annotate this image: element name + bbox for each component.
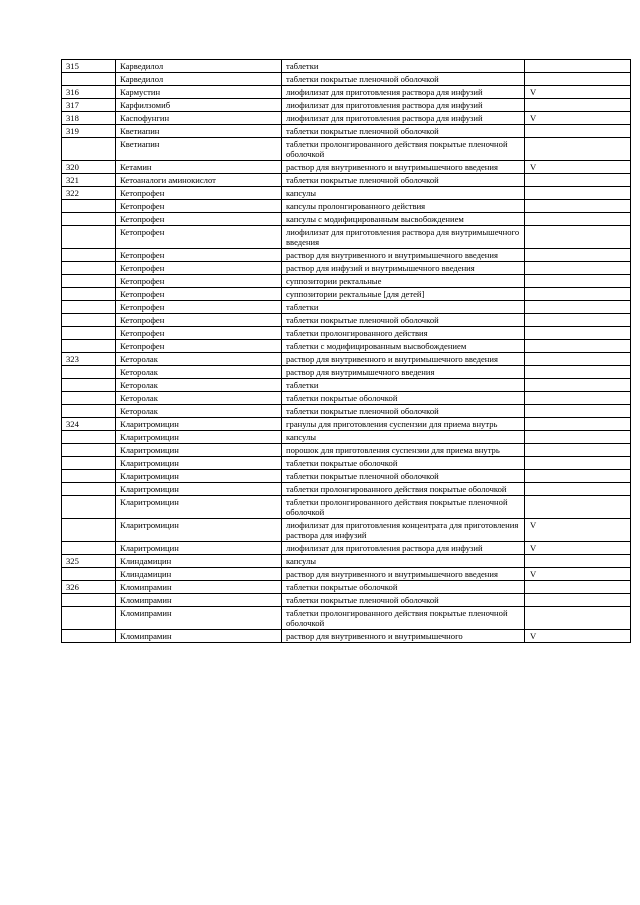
table-row (62, 581, 631, 594)
table-row (62, 418, 631, 431)
drug-name-cell: Кеторолак (116, 379, 282, 392)
table-body (62, 60, 631, 643)
table-row (62, 112, 631, 125)
row-number-cell (62, 483, 116, 496)
dosage-form-cell: раствор для внутривенного и внутримышечного введения (282, 353, 525, 366)
dosage-form-cell: раствор для внутримышечного введения (282, 366, 525, 379)
vital-mark-cell (525, 187, 631, 200)
row-number-cell: 317 (62, 99, 116, 112)
table-row (62, 213, 631, 226)
table-row (62, 125, 631, 138)
table-row (62, 73, 631, 86)
row-number-cell (62, 366, 116, 379)
row-number-cell: 325 (62, 555, 116, 568)
vital-mark-cell (525, 340, 631, 353)
row-number-cell (62, 444, 116, 457)
vital-mark-cell (525, 483, 631, 496)
vital-mark-cell (525, 392, 631, 405)
vital-mark-cell (525, 327, 631, 340)
table-row (62, 60, 631, 73)
vital-mark-cell (525, 249, 631, 262)
drug-name-cell: Кветиапин (116, 125, 282, 138)
table-row (62, 542, 631, 555)
drug-name-cell: Кларитромицин (116, 542, 282, 555)
row-number-cell (62, 213, 116, 226)
drug-name-cell: Кларитромицин (116, 496, 282, 519)
row-number-cell (62, 630, 116, 643)
row-number-cell (62, 542, 116, 555)
dosage-form-cell: таблетки покрытые пленочной оболочкой (282, 73, 525, 86)
dosage-form-cell: капсулы (282, 187, 525, 200)
vital-mark-cell (525, 200, 631, 213)
vital-mark-cell (525, 174, 631, 187)
row-number-cell: 320 (62, 161, 116, 174)
row-number-cell: 324 (62, 418, 116, 431)
drug-name-cell: Каспофунгин (116, 112, 282, 125)
row-number-cell: 319 (62, 125, 116, 138)
table-row (62, 353, 631, 366)
vital-mark-cell: V (525, 542, 631, 555)
drug-name-cell: Карведилол (116, 60, 282, 73)
dosage-form-cell: раствор для внутривенного и внутримышечного введения (282, 161, 525, 174)
vital-mark-cell (525, 288, 631, 301)
dosage-form-cell: порошок для приготовления суспензии для приема внутрь (282, 444, 525, 457)
drug-name-cell: Кетопрофен (116, 340, 282, 353)
row-number-cell (62, 594, 116, 607)
drug-name-cell: Клиндамицин (116, 555, 282, 568)
dosage-form-cell: раствор для внутривенного и внутримышечного (282, 630, 525, 643)
drug-name-cell: Кларитромицин (116, 483, 282, 496)
dosage-form-cell: суппозитории ректальные (282, 275, 525, 288)
drug-name-cell: Кломипрамин (116, 581, 282, 594)
vital-mark-cell (525, 226, 631, 249)
dosage-form-cell: капсулы (282, 555, 525, 568)
table-row (62, 200, 631, 213)
dosage-form-cell: суппозитории ректальные [для детей] (282, 288, 525, 301)
row-number-cell (62, 288, 116, 301)
table-row (62, 483, 631, 496)
drug-name-cell: Кетопрофен (116, 262, 282, 275)
row-number-cell (62, 405, 116, 418)
table-row (62, 379, 631, 392)
vital-mark-cell (525, 213, 631, 226)
dosage-form-cell: раствор для внутривенного и внутримышечного введения (282, 568, 525, 581)
dosage-form-cell: таблетки пролонгированного действия покрытые пленочной оболочкой (282, 607, 525, 630)
vital-mark-cell (525, 262, 631, 275)
table-row (62, 262, 631, 275)
dosage-form-cell: гранулы для приготовления суспензии для приема внутрь (282, 418, 525, 431)
table-row (62, 249, 631, 262)
drug-name-cell: Кетоаналоги аминокислот (116, 174, 282, 187)
dosage-form-cell: капсулы с модифицированным высвобождением (282, 213, 525, 226)
row-number-cell (62, 200, 116, 213)
row-number-cell (62, 607, 116, 630)
table-row (62, 555, 631, 568)
vital-mark-cell (525, 138, 631, 161)
dosage-form-cell: таблетки (282, 60, 525, 73)
dosage-form-cell: капсулы пролонгированного действия (282, 200, 525, 213)
drug-name-cell: Кеторолак (116, 366, 282, 379)
vital-mark-cell (525, 379, 631, 392)
table-row (62, 405, 631, 418)
table-row (62, 99, 631, 112)
dosage-form-cell: лиофилизат для приготовления концентрата для приготовления раствора для инфузий (282, 519, 525, 542)
vital-mark-cell (525, 607, 631, 630)
table-row (62, 138, 631, 161)
table-row (62, 519, 631, 542)
table-row (62, 392, 631, 405)
medication-table (61, 59, 631, 643)
table-row (62, 496, 631, 519)
dosage-form-cell: таблетки покрытые пленочной оболочкой (282, 405, 525, 418)
drug-name-cell: Кларитромицин (116, 431, 282, 444)
vital-mark-cell (525, 594, 631, 607)
table-row (62, 161, 631, 174)
table-row (62, 301, 631, 314)
table-row (62, 275, 631, 288)
vital-mark-cell (525, 457, 631, 470)
vital-mark-cell (525, 275, 631, 288)
vital-mark-cell: V (525, 568, 631, 581)
row-number-cell (62, 314, 116, 327)
vital-mark-cell (525, 555, 631, 568)
row-number-cell (62, 73, 116, 86)
table-row (62, 630, 631, 643)
vital-mark-cell (525, 125, 631, 138)
drug-name-cell: Кетопрофен (116, 288, 282, 301)
vital-mark-cell: V (525, 630, 631, 643)
row-number-cell (62, 392, 116, 405)
table-row (62, 226, 631, 249)
dosage-form-cell: таблетки покрытые оболочкой (282, 457, 525, 470)
drug-name-cell: Клиндамицин (116, 568, 282, 581)
dosage-form-cell: таблетки пролонгированного действия (282, 327, 525, 340)
dosage-form-cell: таблетки (282, 301, 525, 314)
drug-name-cell: Кларитромицин (116, 444, 282, 457)
table-row (62, 86, 631, 99)
row-number-cell (62, 226, 116, 249)
drug-name-cell: Кетопрофен (116, 301, 282, 314)
row-number-cell (62, 457, 116, 470)
drug-name-cell: Кларитромицин (116, 470, 282, 483)
drug-name-cell: Кетопрофен (116, 314, 282, 327)
drug-name-cell: Кеторолак (116, 405, 282, 418)
table-row (62, 187, 631, 200)
row-number-cell (62, 496, 116, 519)
dosage-form-cell: таблетки покрытые пленочной оболочкой (282, 470, 525, 483)
dosage-form-cell: таблетки пролонгированного действия покрытые оболочкой (282, 483, 525, 496)
row-number-cell (62, 431, 116, 444)
dosage-form-cell: лиофилизат для приготовления раствора для внутримышечного введения (282, 226, 525, 249)
table-row (62, 607, 631, 630)
vital-mark-cell (525, 496, 631, 519)
dosage-form-cell: таблетки пролонгированного действия покрытые пленочной оболочкой (282, 496, 525, 519)
drug-name-cell: Кетопрофен (116, 226, 282, 249)
drug-name-cell: Кломипрамин (116, 630, 282, 643)
row-number-cell (62, 275, 116, 288)
table-row (62, 457, 631, 470)
dosage-form-cell: лиофилизат для приготовления раствора для инфузий (282, 112, 525, 125)
drug-name-cell: Кеторолак (116, 392, 282, 405)
drug-name-cell: Кларитромицин (116, 418, 282, 431)
drug-name-cell: Кломипрамин (116, 607, 282, 630)
dosage-form-cell: раствор для внутривенного и внутримышечного введения (282, 249, 525, 262)
drug-name-cell: Кларитромицин (116, 457, 282, 470)
vital-mark-cell (525, 581, 631, 594)
row-number-cell (62, 568, 116, 581)
table-row (62, 327, 631, 340)
vital-mark-cell (525, 470, 631, 483)
dosage-form-cell: таблетки покрытые оболочкой (282, 392, 525, 405)
vital-mark-cell (525, 99, 631, 112)
drug-name-cell: Кетамин (116, 161, 282, 174)
row-number-cell: 322 (62, 187, 116, 200)
dosage-form-cell: таблетки покрытые пленочной оболочкой (282, 594, 525, 607)
vital-mark-cell (525, 73, 631, 86)
table-row (62, 568, 631, 581)
vital-mark-cell (525, 314, 631, 327)
row-number-cell (62, 519, 116, 542)
row-number-cell (62, 138, 116, 161)
dosage-form-cell: раствор для инфузий и внутримышечного введения (282, 262, 525, 275)
vital-mark-cell: V (525, 86, 631, 99)
vital-mark-cell (525, 366, 631, 379)
drug-name-cell: Кетопрофен (116, 200, 282, 213)
drug-name-cell: Кломипрамин (116, 594, 282, 607)
drug-name-cell: Кларитромицин (116, 519, 282, 542)
table-row (62, 174, 631, 187)
vital-mark-cell (525, 301, 631, 314)
row-number-cell: 315 (62, 60, 116, 73)
row-number-cell (62, 301, 116, 314)
dosage-form-cell: таблетки покрытые пленочной оболочкой (282, 125, 525, 138)
row-number-cell (62, 262, 116, 275)
row-number-cell (62, 379, 116, 392)
dosage-form-cell: таблетки (282, 379, 525, 392)
row-number-cell: 326 (62, 581, 116, 594)
dosage-form-cell: таблетки пролонгированного действия покрытые пленочной оболочкой (282, 138, 525, 161)
row-number-cell (62, 470, 116, 483)
table-row (62, 314, 631, 327)
vital-mark-cell: V (525, 161, 631, 174)
dosage-form-cell: таблетки с модифицированным высвобождением (282, 340, 525, 353)
row-number-cell (62, 327, 116, 340)
row-number-cell: 318 (62, 112, 116, 125)
vital-mark-cell (525, 431, 631, 444)
table-row (62, 431, 631, 444)
row-number-cell (62, 249, 116, 262)
table-row (62, 444, 631, 457)
vital-mark-cell (525, 353, 631, 366)
table-row (62, 594, 631, 607)
vital-mark-cell (525, 405, 631, 418)
drug-name-cell: Кармустин (116, 86, 282, 99)
dosage-form-cell: капсулы (282, 431, 525, 444)
vital-mark-cell (525, 60, 631, 73)
row-number-cell (62, 340, 116, 353)
drug-name-cell: Кетопрофен (116, 213, 282, 226)
drug-name-cell: Кетопрофен (116, 249, 282, 262)
dosage-form-cell: лиофилизат для приготовления раствора для инфузий (282, 99, 525, 112)
drug-name-cell: Кетопрофен (116, 275, 282, 288)
row-number-cell: 316 (62, 86, 116, 99)
dosage-form-cell: лиофилизат для приготовления раствора для инфузий (282, 86, 525, 99)
dosage-form-cell: таблетки покрытые пленочной оболочкой (282, 174, 525, 187)
drug-name-cell: Карфилзомиб (116, 99, 282, 112)
table-row (62, 470, 631, 483)
table-row (62, 366, 631, 379)
dosage-form-cell: таблетки покрытые оболочкой (282, 581, 525, 594)
vital-mark-cell (525, 444, 631, 457)
drug-name-cell: Карведилол (116, 73, 282, 86)
row-number-cell: 321 (62, 174, 116, 187)
dosage-form-cell: таблетки покрытые пленочной оболочкой (282, 314, 525, 327)
row-number-cell: 323 (62, 353, 116, 366)
vital-mark-cell: V (525, 112, 631, 125)
vital-mark-cell: V (525, 519, 631, 542)
vital-mark-cell (525, 418, 631, 431)
table-row (62, 340, 631, 353)
drug-name-cell: Кеторолак (116, 353, 282, 366)
dosage-form-cell: лиофилизат для приготовления раствора для инфузий (282, 542, 525, 555)
drug-name-cell: Кетопрофен (116, 187, 282, 200)
drug-name-cell: Кветиапин (116, 138, 282, 161)
table-row (62, 288, 631, 301)
drug-name-cell: Кетопрофен (116, 327, 282, 340)
